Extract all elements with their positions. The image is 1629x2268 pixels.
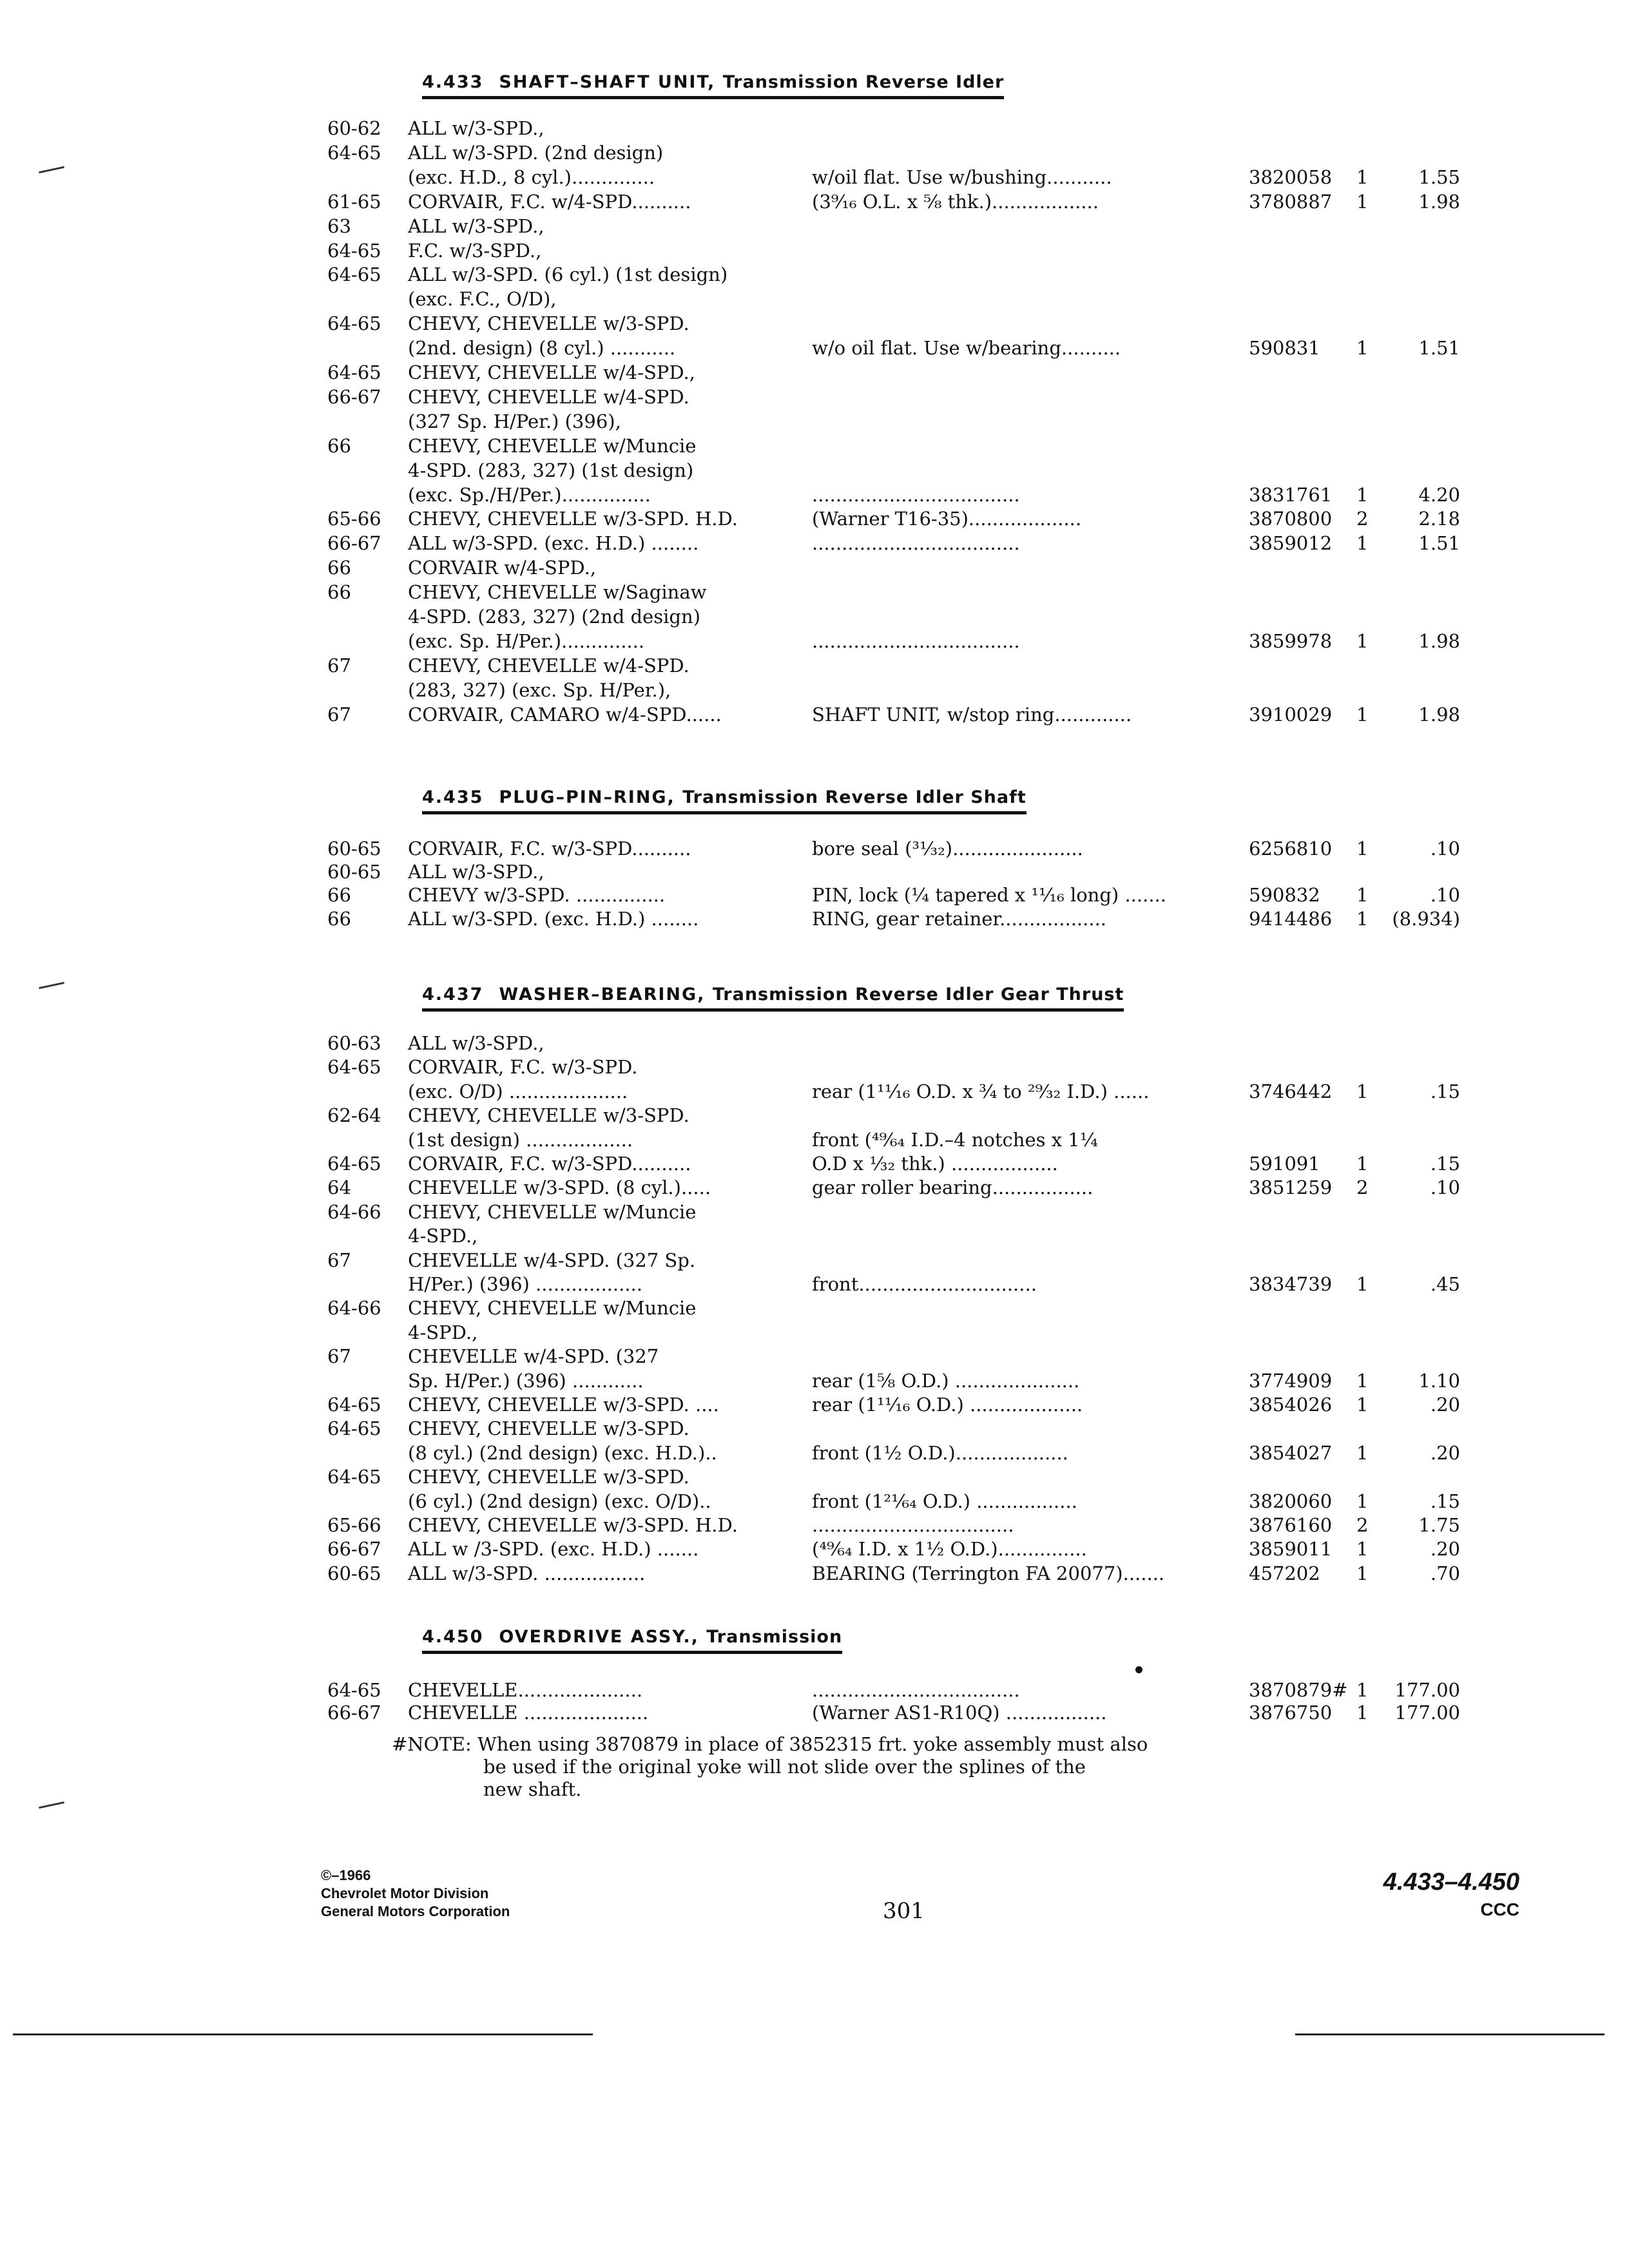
model-cell: CHEVY, CHEVELLE w/3-SPD. H.D.: [408, 508, 738, 530]
price-cell: .10: [1430, 1177, 1460, 1198]
description-cell: rear (1¹¹⁄₁₆ O.D. x ¾ to ²⁹⁄₃₂ I.D.) ......: [812, 1081, 1150, 1102]
table-row: [0, 1249, 1629, 1273]
model-cell: ALL w/3-SPD.,: [408, 117, 545, 139]
model-cell: CHEVY, CHEVELLE w/3-SPD.: [408, 312, 689, 334]
year-cell: 66-67: [327, 386, 381, 408]
table-row: [0, 1679, 1629, 1702]
model-cell: CORVAIR, CAMARO w/4-SPD......: [408, 704, 722, 726]
year-cell: 64-65: [327, 1418, 381, 1439]
quantity-cell: 1: [1356, 1490, 1369, 1512]
copyright-block: [321, 1867, 510, 1921]
margin-mark: [39, 982, 64, 989]
year-cell: 60-63: [327, 1032, 381, 1054]
part-number-cell: 3820060: [1249, 1490, 1333, 1512]
model-cell: CHEVELLE.....................: [408, 1679, 643, 1701]
quantity-cell: 1: [1356, 337, 1369, 359]
section-heading: OVERDRIVE ASSY.,: [499, 1627, 707, 1647]
section-range: 4.433–4.450: [1383, 1869, 1519, 1896]
quantity-cell: 1: [1356, 1442, 1369, 1464]
bottom-rule-left: [13, 2033, 593, 2035]
table-row: [0, 166, 1629, 189]
description-cell: (Warner AS1-R10Q) .................: [812, 1702, 1107, 1724]
quantity-cell: 1: [1356, 532, 1369, 554]
table-row: [0, 1129, 1629, 1152]
year-cell: 64-65: [327, 1153, 381, 1175]
table-row: [0, 484, 1629, 507]
model-cell: CHEVY, CHEVELLE w/3-SPD.: [408, 1104, 689, 1126]
price-cell: .20: [1430, 1394, 1460, 1416]
description-cell: ..................................: [812, 1514, 1014, 1536]
year-cell: 64-65: [327, 361, 381, 383]
table-row: [0, 1345, 1629, 1369]
year-cell: 60-65: [327, 861, 381, 883]
year-cell: 64-66: [327, 1201, 381, 1223]
section-subtitle: Transmission Reverse Idler Gear Thrust: [712, 985, 1124, 1004]
table-row: [0, 1538, 1629, 1561]
year-cell: 66: [327, 581, 351, 603]
quantity-cell: 1: [1356, 884, 1369, 906]
table-row: [0, 1702, 1629, 1725]
part-number-cell: 591091: [1249, 1153, 1320, 1175]
model-cell: CHEVELLE w/3-SPD. (8 cyl.).....: [408, 1177, 711, 1198]
model-cell: CHEVY, CHEVELLE w/Muncie: [408, 435, 697, 457]
part-number-cell: 3870879#: [1249, 1679, 1348, 1701]
table-row: [0, 240, 1629, 263]
quantity-cell: 1: [1356, 1562, 1369, 1584]
model-cell: CHEVY, CHEVELLE w/4-SPD.,: [408, 361, 695, 383]
table-row: [0, 630, 1629, 653]
year-cell: 64-65: [327, 1466, 381, 1488]
model-cell: ALL w/3-SPD. (exc. H.D.) ........: [408, 532, 699, 554]
description-cell: (Warner T16-35)...................: [812, 508, 1082, 530]
year-cell: 60-65: [327, 1562, 381, 1584]
description-cell: RING, gear retainer..................: [812, 908, 1107, 930]
model-cell: CHEVY w/3-SPD. ...............: [408, 884, 666, 906]
price-cell: .45: [1430, 1273, 1460, 1295]
table-row: [0, 1153, 1629, 1176]
price-cell: 1.98: [1418, 704, 1460, 726]
quantity-cell: 1: [1356, 1153, 1369, 1175]
quantity-cell: 1: [1356, 1538, 1369, 1560]
model-cell: (exc. O/D) ....................: [408, 1081, 628, 1102]
section-heading: SHAFT–SHAFT UNIT,: [499, 72, 723, 92]
table-row: [0, 117, 1629, 140]
table-row: [0, 1466, 1629, 1489]
description-cell: bore seal (³¹⁄₃₂)......................: [812, 838, 1083, 860]
description-cell: rear (1¹¹⁄₁₆ O.D.) ...................: [812, 1394, 1083, 1416]
year-cell: 60-62: [327, 117, 381, 139]
section-number: 4.437: [422, 985, 484, 1004]
description-cell: BEARING (Terrington FA 20077).......: [812, 1562, 1165, 1584]
year-cell: 64-65: [327, 1394, 381, 1416]
section-subtitle: Transmission Reverse Idler: [722, 72, 1005, 92]
model-cell: CORVAIR, F.C. w/4-SPD..........: [408, 191, 691, 213]
table-row: [0, 1104, 1629, 1128]
price-cell: .10: [1430, 884, 1460, 906]
model-cell: H/Per.) (396) ..................: [408, 1273, 642, 1295]
part-number-cell: 9414486: [1249, 908, 1333, 930]
model-cell: CORVAIR, F.C. w/3-SPD..........: [408, 1153, 691, 1175]
year-cell: 66-67: [327, 532, 381, 554]
model-cell: (8 cyl.) (2nd design) (exc. H.D.)..: [408, 1442, 717, 1464]
part-number-cell: 3746442: [1249, 1081, 1333, 1102]
description-cell: front..............................: [812, 1273, 1037, 1295]
description-cell: O.D x ⅓₂ thk.) ..................: [812, 1153, 1058, 1175]
year-cell: 66: [327, 557, 351, 579]
section-title: [422, 72, 1004, 99]
table-row: [0, 142, 1629, 165]
year-cell: 67: [327, 1249, 351, 1271]
model-cell: ALL w/3-SPD. (6 cyl.) (1st design): [408, 264, 728, 285]
model-cell: F.C. w/3-SPD.,: [408, 240, 542, 262]
table-row: [0, 557, 1629, 580]
price-cell: 1.51: [1418, 532, 1460, 554]
model-cell: ALL w/3-SPD.,: [408, 861, 545, 883]
description-cell: w/oil flat. Use w/bushing...........: [812, 166, 1112, 188]
table-row: [0, 191, 1629, 214]
model-cell: CHEVELLE .....................: [408, 1702, 649, 1724]
model-cell: CHEVY, CHEVELLE w/Muncie: [408, 1201, 697, 1223]
model-cell: ALL w/3-SPD. .................: [408, 1562, 646, 1584]
table-row: [0, 1321, 1629, 1345]
model-cell: ALL w /3-SPD. (exc. H.D.) .......: [408, 1538, 699, 1560]
model-cell: CHEVY, CHEVELLE w/3-SPD.: [408, 1418, 689, 1439]
quantity-cell: 1: [1356, 1081, 1369, 1102]
price-cell: .15: [1430, 1081, 1460, 1102]
table-row: [0, 1370, 1629, 1393]
table-row: [0, 1273, 1629, 1296]
model-cell: 4-SPD. (283, 327) (1st design): [408, 459, 694, 481]
description-cell: front (1½ O.D.)...................: [812, 1442, 1068, 1464]
price-cell: .20: [1430, 1538, 1460, 1560]
model-cell: (exc. F.C., O/D),: [408, 288, 557, 310]
description-cell: ...................................: [812, 532, 1020, 554]
part-number-cell: 3876750: [1249, 1702, 1333, 1724]
price-cell: 1.10: [1418, 1370, 1460, 1392]
part-number-cell: 3820058: [1249, 166, 1333, 188]
year-cell: 65-66: [327, 508, 381, 530]
model-cell: ALL w/3-SPD. (2nd design): [408, 142, 664, 164]
table-row: [0, 861, 1629, 884]
part-number-cell: 3834739: [1249, 1273, 1333, 1295]
table-row: [0, 908, 1629, 931]
description-cell: ...................................: [812, 1679, 1020, 1701]
model-cell: Sp. H/Per.) (396) ............: [408, 1370, 644, 1392]
model-cell: (6 cyl.) (2nd design) (exc. O/D)..: [408, 1490, 711, 1512]
price-cell: 2.18: [1418, 508, 1460, 530]
model-cell: (exc. Sp. H/Per.)..............: [408, 630, 645, 652]
part-number-cell: 3859012: [1249, 532, 1333, 554]
section-heading: WASHER–BEARING,: [499, 985, 713, 1004]
quantity-cell: 1: [1356, 191, 1369, 213]
table-row: [0, 581, 1629, 604]
model-cell: (exc. H.D., 8 cyl.)..............: [408, 166, 655, 188]
footnote-line: #NOTE: When using 3870879 in place of 3852315 frt. yoke assembly must also: [392, 1733, 1148, 1755]
table-row: [0, 1442, 1629, 1465]
table-row: [0, 704, 1629, 727]
section-subtitle: Transmission Reverse Idler Shaft: [682, 787, 1027, 807]
model-cell: CHEVELLE w/4-SPD. (327 Sp.: [408, 1249, 696, 1271]
year-cell: 66: [327, 435, 351, 457]
model-cell: CHEVY, CHEVELLE w/4-SPD.: [408, 386, 689, 408]
bottom-rule-right: [1295, 2033, 1605, 2035]
quantity-cell: 1: [1356, 166, 1369, 188]
table-row: [0, 1225, 1629, 1248]
model-cell: CHEVY, CHEVELLE w/3-SPD. H.D.: [408, 1514, 738, 1536]
table-row: [0, 1490, 1629, 1514]
table-row: [0, 459, 1629, 483]
part-number-cell: 3774909: [1249, 1370, 1333, 1392]
year-cell: 62-64: [327, 1104, 381, 1126]
model-cell: CHEVY, CHEVELLE w/3-SPD. ....: [408, 1394, 719, 1416]
quantity-cell: 1: [1356, 630, 1369, 652]
price-cell: .70: [1430, 1562, 1460, 1584]
division-name: Chevrolet Motor Division: [321, 1885, 489, 1901]
table-row: [0, 1056, 1629, 1079]
model-cell: 4-SPD.,: [408, 1321, 478, 1343]
model-cell: (283, 327) (exc. Sp. H/Per.),: [408, 679, 671, 701]
model-cell: 4-SPD. (283, 327) (2nd design): [408, 606, 700, 628]
part-number-cell: 457202: [1249, 1562, 1320, 1584]
price-cell: 1.75: [1418, 1514, 1460, 1536]
model-cell: CORVAIR, F.C. w/3-SPD..........: [408, 838, 691, 860]
price-cell: .15: [1430, 1153, 1460, 1175]
description-cell: rear (1⅝ O.D.) .....................: [812, 1370, 1080, 1392]
part-number-cell: 3910029: [1249, 704, 1333, 726]
year-cell: 64-66: [327, 1297, 381, 1319]
year-cell: 64-65: [327, 1679, 381, 1701]
quantity-cell: 1: [1356, 1679, 1369, 1701]
section-title: [422, 1627, 842, 1654]
year-cell: 66: [327, 908, 351, 930]
model-cell: 4-SPD.,: [408, 1225, 478, 1247]
margin-mark: [39, 1802, 64, 1809]
section-number: 4.435: [422, 787, 484, 807]
section-number: 4.433: [422, 72, 484, 92]
year-cell: 67: [327, 704, 351, 726]
description-cell: ...................................: [812, 630, 1020, 652]
table-row: [0, 1032, 1629, 1055]
description-cell: ...................................: [812, 484, 1020, 506]
price-cell: 177.00: [1394, 1702, 1460, 1724]
model-cell: CHEVY, CHEVELLE w/4-SPD.: [408, 655, 689, 677]
part-number-cell: 3831761: [1249, 484, 1333, 506]
year-cell: 64-65: [327, 312, 381, 334]
year-cell: 66-67: [327, 1702, 381, 1724]
table-row: [0, 215, 1629, 238]
part-number-cell: 3854027: [1249, 1442, 1333, 1464]
table-row: [0, 1201, 1629, 1224]
description-cell: gear roller bearing.................: [812, 1177, 1094, 1198]
part-number-cell: 3851259: [1249, 1177, 1333, 1198]
model-cell: CORVAIR, F.C. w/3-SPD.: [408, 1056, 638, 1078]
table-row: [0, 838, 1629, 861]
year-cell: 67: [327, 1345, 351, 1367]
table-row: [0, 1418, 1629, 1441]
corporation-name: General Motors Corporation: [321, 1903, 510, 1919]
table-row: [0, 1562, 1629, 1586]
year-cell: 64-65: [327, 142, 381, 164]
price-cell: 1.55: [1418, 166, 1460, 188]
model-cell: (327 Sp. H/Per.) (396),: [408, 410, 621, 432]
table-row: [0, 679, 1629, 702]
description-cell: front (1²¹⁄₆₄ O.D.) .................: [812, 1490, 1077, 1512]
table-row: [0, 337, 1629, 360]
model-cell: ALL w/3-SPD. (exc. H.D.) ........: [408, 908, 699, 930]
footnote-line: be used if the original yoke will not slide over the splines of the: [483, 1756, 1086, 1778]
model-cell: (2nd. design) (8 cyl.) ...........: [408, 337, 676, 359]
price-cell: 1.98: [1418, 630, 1460, 652]
year-cell: 65-66: [327, 1514, 381, 1536]
table-row: [0, 1081, 1629, 1104]
table-row: [0, 435, 1629, 458]
model-cell: CORVAIR w/4-SPD.,: [408, 557, 597, 579]
price-cell: .20: [1430, 1442, 1460, 1464]
part-number-cell: 3854026: [1249, 1394, 1333, 1416]
year-cell: 64: [327, 1177, 351, 1198]
year-cell: 61-65: [327, 191, 381, 213]
footnote-line: new shaft.: [483, 1778, 582, 1800]
price-cell: 1.51: [1418, 337, 1460, 359]
quantity-cell: 1: [1356, 704, 1369, 726]
description-cell: SHAFT UNIT, w/stop ring.............: [812, 704, 1132, 726]
price-cell: .15: [1430, 1490, 1460, 1512]
section-subtitle: Transmission: [706, 1627, 843, 1647]
table-row: [0, 655, 1629, 678]
model-cell: (1st design) ..................: [408, 1129, 633, 1151]
table-row: [0, 508, 1629, 531]
table-row: [0, 532, 1629, 555]
description-cell: (3⁹⁄₁₆ O.L. x ⁵⁄₈ thk.)..................: [812, 191, 1099, 213]
table-row: [0, 288, 1629, 311]
model-cell: CHEVY, CHEVELLE w/3-SPD.: [408, 1466, 689, 1488]
year-cell: 64-65: [327, 240, 381, 262]
quantity-cell: 1: [1356, 838, 1369, 860]
model-cell: CHEVY, CHEVELLE w/Saginaw: [408, 581, 707, 603]
table-row: [0, 1394, 1629, 1417]
description-cell: PIN, lock (¼ tapered x ¹¹⁄₁₆ long) .......: [812, 884, 1166, 906]
copyright-year: ©–1966: [321, 1867, 371, 1883]
table-row: [0, 410, 1629, 434]
table-row: [0, 884, 1629, 907]
table-row: [0, 361, 1629, 385]
table-row: [0, 1514, 1629, 1537]
quantity-cell: 1: [1356, 484, 1369, 506]
part-number-cell: 590831: [1249, 337, 1320, 359]
model-cell: (exc. Sp./H/Per.)...............: [408, 484, 651, 506]
table-row: [0, 386, 1629, 409]
table-row: [0, 312, 1629, 336]
model-cell: CHEVELLE w/4-SPD. (327: [408, 1345, 659, 1367]
quantity-cell: 2: [1356, 508, 1369, 530]
table-row: [0, 1177, 1629, 1200]
section-title: [422, 787, 1027, 814]
price-cell: 177.00: [1394, 1679, 1460, 1701]
part-number-cell: 590832: [1249, 884, 1320, 906]
part-number-cell: 3780887: [1249, 191, 1333, 213]
part-number-cell: 6256810: [1249, 838, 1333, 860]
year-cell: 66-67: [327, 1538, 381, 1560]
quantity-cell: 1: [1356, 1394, 1369, 1416]
year-cell: 66: [327, 884, 351, 906]
page-number: 301: [883, 1898, 925, 1924]
model-cell: ALL w/3-SPD.,: [408, 1032, 545, 1054]
table-row: [0, 606, 1629, 629]
price-cell: .10: [1430, 838, 1460, 860]
table-row: [0, 264, 1629, 287]
section-title: [422, 985, 1124, 1012]
part-number-cell: 3859978: [1249, 630, 1333, 652]
quantity-cell: 2: [1356, 1514, 1369, 1536]
page-code: CCC: [1480, 1899, 1519, 1919]
part-number-cell: 3859011: [1249, 1538, 1333, 1560]
model-cell: ALL w/3-SPD.,: [408, 215, 545, 237]
part-number-cell: 3870800: [1249, 508, 1333, 530]
year-cell: 60-65: [327, 838, 381, 860]
price-cell: (8.934): [1392, 908, 1460, 930]
quantity-cell: 1: [1356, 1370, 1369, 1392]
quantity-cell: 1: [1356, 1273, 1369, 1295]
table-row: [0, 1297, 1629, 1320]
description-cell: front (⁴⁹⁄₆₄ I.D.–4 notches x 1¼: [812, 1129, 1098, 1151]
year-cell: 67: [327, 655, 351, 677]
year-cell: 64-65: [327, 264, 381, 285]
price-cell: 1.98: [1418, 191, 1460, 213]
description-cell: (⁴⁹⁄₆₄ I.D. x 1½ O.D.)...............: [812, 1538, 1087, 1560]
bullet-mark: [1135, 1666, 1142, 1673]
section-heading: PLUG–PIN–RING,: [499, 787, 683, 807]
quantity-cell: 2: [1356, 1177, 1369, 1198]
description-cell: w/o oil flat. Use w/bearing..........: [812, 337, 1121, 359]
quantity-cell: 1: [1356, 1702, 1369, 1724]
model-cell: CHEVY, CHEVELLE w/Muncie: [408, 1297, 697, 1319]
year-cell: 63: [327, 215, 351, 237]
quantity-cell: 1: [1356, 908, 1369, 930]
price-cell: 4.20: [1418, 484, 1460, 506]
section-number: 4.450: [422, 1627, 484, 1647]
part-number-cell: 3876160: [1249, 1514, 1333, 1536]
year-cell: 64-65: [327, 1056, 381, 1078]
